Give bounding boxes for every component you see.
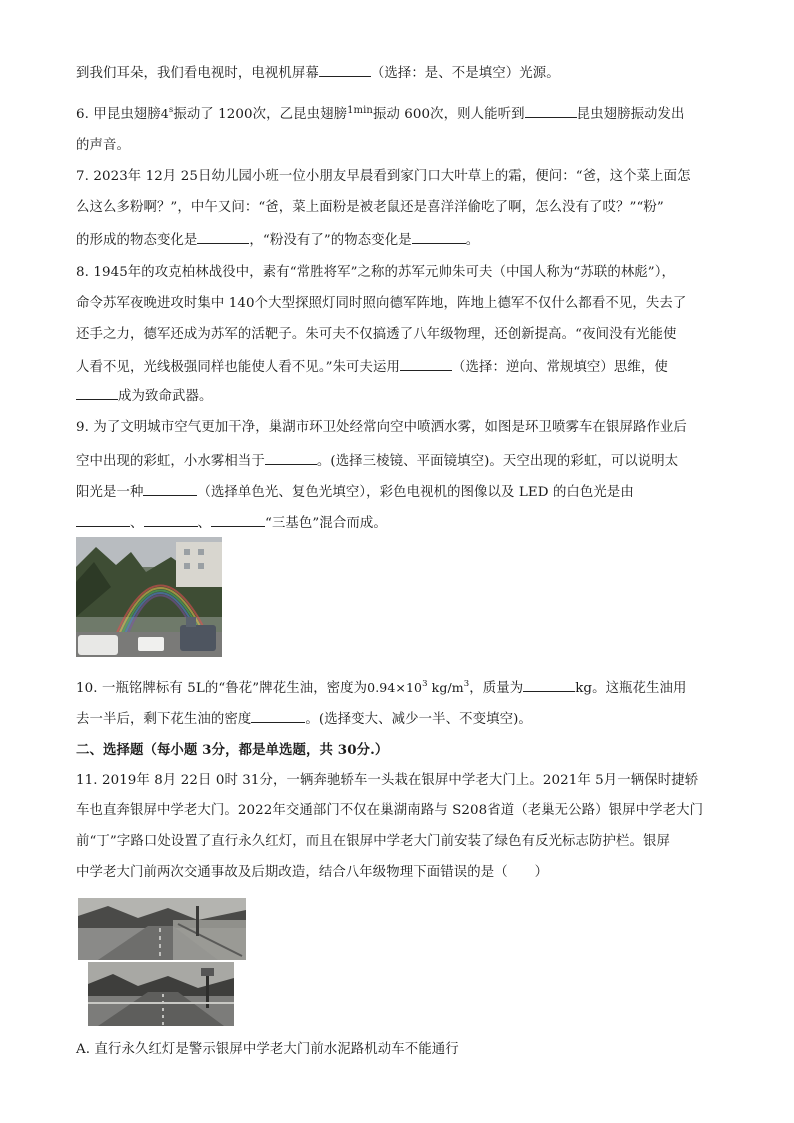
text-line — [76, 326, 677, 344]
answer-blank[interactable] — [251, 709, 305, 723]
line-text: 二、选择题（每小题 3分，都是单选题，共 30分.） — [76, 742, 389, 758]
math-exponent: 3 — [463, 679, 470, 689]
line-text: 么这么多粉啊？”，中午又问：“爸，菜上面粉是被老鼠还是喜洋洋偷吃了啊，怎么没有了哎？”“粉” — [76, 200, 664, 215]
line-text: 、 — [130, 516, 144, 531]
accident-photo-top — [78, 898, 246, 960]
answer-blank[interactable] — [400, 357, 452, 371]
answer-blank[interactable] — [412, 230, 466, 244]
line-text: 10. 一瓶铭牌标有 5L的“鲁花”牌花生油，密度为 — [76, 681, 368, 696]
density-value — [367, 680, 469, 695]
math-number — [161, 106, 174, 121]
question-11 — [76, 772, 698, 790]
line-text: 振动 600次，则人能听到 — [372, 107, 525, 122]
line-text: 。 — [465, 233, 480, 248]
line-text: 到我们耳朵，我们看电视时，电视机屏幕 — [76, 66, 319, 81]
math-unit: 1min — [347, 105, 373, 116]
line-text: 还手之力，德军还成为苏军的活靶子。朱可夫不仅搞透了八年级物理，还创新提高。“夜间没有光能使 — [76, 327, 677, 342]
line-text: 空中出现的彩虹，小水雾相当于 — [76, 454, 265, 469]
line-text: 前“丁”字路口处设置了直行永久红灯，而且在银屏中学老大门前安装了绿色有反光标志防护栏。银屏 — [76, 834, 670, 849]
line-text: ，“粉没有了”的物态变化是 — [249, 233, 412, 248]
text-line — [76, 451, 678, 471]
answer-blank[interactable] — [144, 513, 198, 527]
answer-blank[interactable] — [197, 230, 249, 244]
question-8 — [76, 264, 675, 282]
text-line — [76, 63, 560, 83]
line-text: 。(选择变大、减少一半、不变填空)。 — [305, 712, 532, 727]
text-line — [76, 513, 387, 533]
line-text: 11. 2019年 8月 22日 0时 31分，一辆奔驰轿车一头栽在银屏中学老大门上。2021年 5月一辆保时捷轿 — [76, 773, 699, 788]
line-text: 昆虫翅膀振动发出 — [576, 107, 685, 122]
line-text: 阳光是一种 — [76, 485, 144, 500]
line-text: 的声音。 — [76, 138, 130, 153]
line-text: 成为致命武器。 — [118, 389, 213, 404]
answer-blank[interactable] — [143, 482, 197, 496]
answer-blank[interactable] — [525, 104, 577, 118]
math-value: 0.94×10 — [367, 680, 423, 695]
answer-blank[interactable] — [76, 513, 130, 527]
line-text: 去一半后，剩下花生油的密度 — [76, 712, 252, 727]
section-heading — [76, 741, 388, 759]
line-text: 人看不见，光线极强同样也能使人看不见。”朱可夫运用 — [76, 360, 401, 375]
answer-blank[interactable] — [523, 678, 575, 692]
option-a[interactable] — [76, 1041, 459, 1059]
line-text: （选择：是、不是填空）光源。 — [370, 66, 560, 81]
answer-blank[interactable] — [76, 386, 118, 400]
answer-blank[interactable] — [211, 513, 265, 527]
option-a-text: A. 直行永久红灯是警示银屏中学老大门前水泥路机动车不能通行 — [76, 1042, 459, 1057]
text-line — [76, 199, 664, 217]
question-7 — [76, 168, 691, 186]
line-text: 8. 1945年的攻克柏林战役中，素有“常胜将军”之称的苏军元帅朱可夫（中国人称为“苏联的林彪”）， — [76, 265, 676, 280]
accident-photo-bottom — [88, 962, 234, 1026]
question-10 — [76, 678, 687, 698]
line-text: 6. 甲昆虫翅膀 — [76, 107, 161, 122]
line-text: 车也直奔银屏中学老大门。2022年交通部门不仅在巢湖南路与 S208省道（老巢无公路）银屏中学老大门 — [76, 803, 704, 818]
line-text: kg。这瓶花生油用 — [575, 681, 687, 696]
rainbow-spray-truck-photo — [76, 537, 222, 657]
question-9 — [76, 419, 687, 437]
line-text: ，质量为 — [469, 681, 524, 696]
line-text: 中学老大门前两次交通事故及后期改造，结合八年级物理下面错误的是（ ） — [76, 865, 549, 880]
line-text: 9. 为了文明城市空气更加干净，巢湖市环卫处经常向空中喷洒水雾，如图是环卫喷雾车在银屏路作业后 — [76, 420, 687, 435]
line-text: 、 — [197, 516, 211, 531]
accident-photo-top-illustration — [78, 898, 246, 960]
text-line — [76, 230, 479, 250]
line-text: 振动了 1200次，乙昆虫翅膀 — [173, 107, 348, 122]
text-line — [76, 137, 130, 155]
text-line — [76, 295, 686, 313]
math-unit: s — [168, 105, 174, 115]
line-text: 命令苏军夜晚进攻时集中 140个大型探照灯同时照向德军阵地，阵地上德军不仅什么都看不见，失去了 — [76, 296, 687, 311]
accident-photo-bottom-illustration — [88, 962, 234, 1026]
text-line — [76, 482, 634, 502]
answer-blank[interactable] — [265, 451, 317, 465]
question-6 — [76, 102, 685, 124]
math-value: 4 — [160, 106, 169, 121]
math-unit: kg/m — [427, 680, 464, 695]
line-text: “三基色”混合而成。 — [265, 516, 387, 531]
text-line — [76, 802, 703, 820]
line-text: 。(选择三棱镜、平面镜填空)。天空出现的彩虹，可以说明太 — [316, 454, 679, 469]
rainbow-photo-illustration — [76, 537, 222, 657]
text-line — [76, 357, 668, 377]
line-text: （选择：逆向、常规填空）思维，使 — [452, 360, 668, 375]
text-line — [76, 864, 548, 882]
answer-blank[interactable] — [319, 63, 371, 77]
line-text: 7. 2023年 12月 25日幼儿园小班一位小朋友早晨看到家门口大叶草上的霜，便问：“爸，这个菜上面怎 — [76, 169, 691, 184]
line-text: （选择单色光、复色光填空），彩色电视机的图像以及 LED 的白色光是由 — [197, 485, 634, 500]
line-text: 的形成的物态变化是 — [76, 233, 198, 248]
text-line — [76, 386, 212, 406]
text-line — [76, 833, 670, 851]
math-exponent: 3 — [422, 679, 428, 689]
text-line — [76, 709, 532, 729]
